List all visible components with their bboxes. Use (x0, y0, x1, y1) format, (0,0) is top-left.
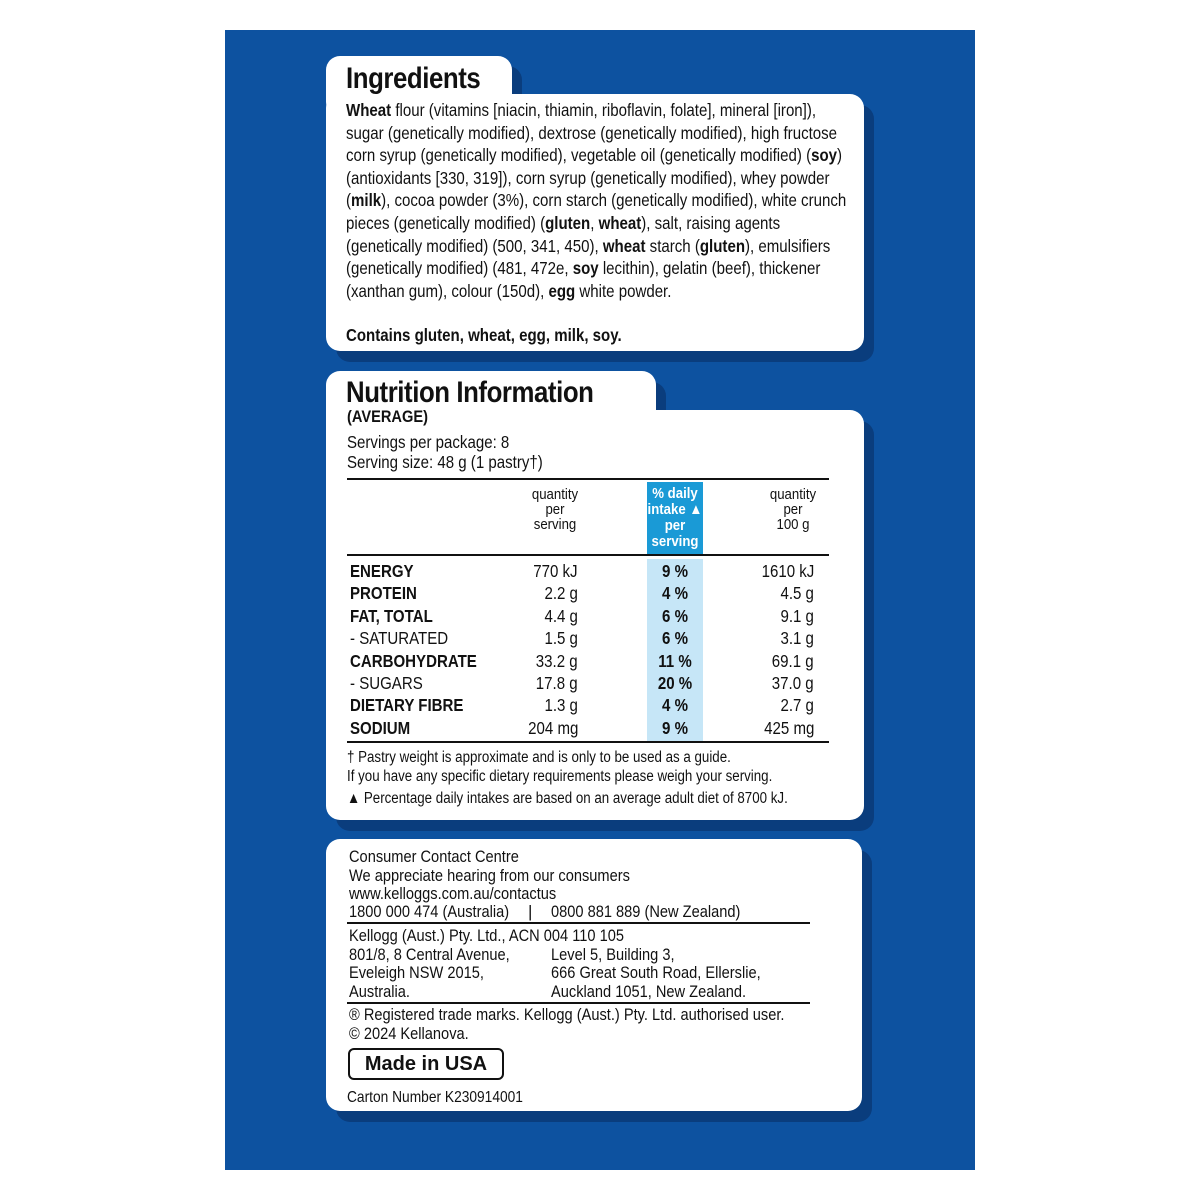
ingredient-allergen: wheat (598, 212, 642, 233)
ingredient-allergen: soy (811, 145, 838, 166)
nutrition-row (350, 673, 830, 695)
address-nz-line-3: Auckland 1051, New Zealand. (551, 982, 747, 1001)
daily-intake-value: 11 % (658, 650, 692, 671)
header-line: quantity (769, 486, 817, 503)
ingredient-allergen: milk (351, 190, 382, 211)
ingredient-text: starch ( (645, 235, 700, 256)
per-serving-value: 33.2 g (536, 650, 578, 671)
nutrient-label: PROTEIN (350, 583, 417, 604)
address-au-line-3: Australia. (349, 982, 410, 1001)
ingredient-allergen: gluten (699, 235, 746, 256)
header-line: serving (533, 516, 577, 533)
daily-intake-value: 6 % (662, 605, 688, 626)
footnote-pastry: † Pastry weight is approximate and is only to be used as a guide. (347, 749, 731, 766)
daily-intake-value: 9 % (662, 561, 688, 581)
nutrition-subtitle: (AVERAGE) (347, 407, 428, 426)
table-bottom-rule (347, 741, 829, 743)
nutrition-row (350, 718, 830, 740)
ingredients-line (346, 257, 862, 280)
contact-rule-2 (347, 1002, 810, 1004)
ingredient-text: , (590, 212, 599, 233)
per-100g-value: 1610 kJ (761, 561, 814, 581)
ingredient-text: white powder. (575, 280, 672, 301)
daily-intake-value: 4 % (662, 583, 688, 604)
nutrition-row (350, 695, 830, 717)
phone-separator: | (528, 902, 533, 921)
nutrition-row (350, 628, 830, 650)
address-au-line-2: Eveleigh NSW 2015, (349, 963, 484, 982)
daily-intake-value: 6 % (662, 628, 688, 649)
per-serving-value: 204 mg (527, 717, 578, 738)
table-header-rule (347, 554, 829, 556)
made-in-label: Made in USA (364, 1053, 488, 1075)
phone-australia: 1800 000 474 (Australia) (349, 902, 510, 921)
servings-per-package: Servings per package: 8 (347, 432, 510, 452)
per-serving-value: 17.8 g (536, 673, 578, 693)
ingredient-allergen: gluten (545, 212, 591, 233)
nutrition-row (350, 561, 830, 583)
nutrient-label: SODIUM (350, 717, 411, 738)
nutrition-title: Nutrition Information (346, 376, 594, 409)
ingredient-allergen: Wheat (346, 100, 392, 120)
ingredients-line (346, 99, 862, 122)
address-nz-line-1: Level 5, Building 3, (551, 945, 675, 964)
daily-intake-value: 9 % (662, 717, 688, 738)
ingredients-text (346, 99, 862, 302)
nutrient-label: - SATURATED (350, 628, 449, 649)
per-100g-value: 69.1 g (772, 650, 814, 671)
daily-intake-value: 4 % (662, 695, 688, 716)
per-100g-value: 2.7 g (780, 695, 814, 716)
per-serving-value: 2.2 g (544, 583, 578, 604)
per-serving-header (520, 487, 590, 532)
nutrient-label: DIETARY FIBRE (350, 695, 464, 716)
ingredient-text: lecithin), gelatin (beef), thickener (598, 258, 821, 279)
ingredient-text: sugar (genetically modified), dextrose (genetically modified), high fructose (346, 122, 838, 143)
header-line: per (664, 517, 686, 534)
nutrient-label: ENERGY (350, 561, 414, 581)
ingredient-text: (xanthan gum), colour (150d), (346, 280, 549, 301)
allergen-statement: Contains gluten, wheat, egg, milk, soy. (346, 325, 622, 345)
ingredient-text: (antioxidants [330, 319]), corn syrup (genetically modified), whey powder (346, 167, 830, 188)
per-100g-header (758, 487, 828, 532)
contact-centre-title: Consumer Contact Centre (349, 847, 519, 866)
per-100g-value: 425 mg (763, 717, 814, 738)
ingredients-line (346, 144, 862, 167)
nutrient-label: CARBOHYDRATE (350, 650, 477, 671)
daily-intake-value: 20 % (657, 673, 693, 693)
header-line: per (545, 501, 565, 518)
header-line: intake ▲ (647, 501, 703, 518)
nutrition-row (350, 651, 830, 673)
per-100g-value: 4.5 g (780, 583, 814, 604)
ingredient-text: flour (vitamins [niacin, thiamin, riboflavin, folate], mineral [iron]), (391, 100, 817, 120)
company-name: Kellogg (Aust.) Pty. Ltd., ACN 004 110 105 (349, 926, 624, 945)
per-100g-value: 3.1 g (780, 628, 814, 649)
ingredient-text: ( (346, 190, 352, 211)
address-nz-line-2: 666 Great South Road, Ellerslie, (551, 963, 761, 982)
trademark-notice: ® Registered trade marks. Kellogg (Aust.) Pty. Ltd. authorised user. (349, 1005, 785, 1024)
per-serving-value: 1.5 g (544, 628, 578, 649)
made-in-badge (348, 1048, 504, 1080)
header-line: per (783, 501, 803, 518)
ingredient-allergen: egg (548, 280, 576, 301)
ingredients-title: Ingredients (346, 62, 481, 95)
serving-size: Serving size: 48 g (1 pastry†) (347, 452, 543, 472)
ingredient-text: pieces (genetically modified) ( (346, 212, 546, 233)
address-au-line-1: 801/8, 8 Central Avenue, (349, 945, 510, 964)
ingredient-allergen: wheat (602, 235, 646, 256)
contact-url: www.kelloggs.com.au/contactus (349, 884, 557, 903)
nutrition-row (350, 583, 830, 605)
nutrient-label: - SUGARS (350, 673, 423, 693)
ingredient-allergen: soy (572, 258, 599, 279)
ingredient-text: ), salt, raising agents (641, 212, 781, 233)
per-serving-value: 1.3 g (544, 695, 578, 716)
per-serving-value: 4.4 g (544, 605, 578, 626)
table-top-rule (347, 478, 829, 480)
nutrient-label: FAT, TOTAL (350, 605, 433, 626)
header-line: 100 g (776, 516, 810, 533)
copyright-notice: © 2024 Kellanova. (349, 1024, 469, 1043)
footnote-daily-intake: ▲ Percentage daily intakes are based on an average adult diet of 8700 kJ. (347, 790, 788, 807)
daily-intake-header (645, 486, 705, 550)
per-100g-value: 37.0 g (772, 673, 814, 693)
ingredients-line (346, 122, 862, 145)
contact-appreciation: We appreciate hearing from our consumers (349, 866, 630, 885)
ingredient-text: corn syrup (genetically modified), vegetable oil (genetically modified) ( (346, 145, 812, 166)
ingredient-text: ) (837, 145, 843, 166)
header-line: % daily (652, 485, 698, 502)
phone-new-zealand: 0800 881 889 (New Zealand) (551, 902, 741, 921)
ingredients-line (346, 235, 862, 258)
ingredient-text: (genetically modified) (481, 472e, (346, 258, 573, 279)
footnote-dietary: If you have any specific dietary requirements please weigh your serving. (347, 768, 773, 785)
nutrition-row (350, 606, 830, 628)
header-line: serving (651, 533, 699, 550)
ingredients-line (346, 167, 862, 190)
per-100g-value: 9.1 g (780, 605, 814, 626)
contact-rule-1 (347, 922, 810, 924)
ingredient-text: ), emulsifiers (745, 235, 831, 256)
ingredient-text: ), cocoa powder (3%), corn starch (genetically modified), white crunch (381, 190, 847, 211)
ingredient-text: (genetically modified) (500, 341, 450), (346, 235, 603, 256)
ingredients-line (346, 212, 862, 235)
ingredients-line (346, 280, 862, 303)
ingredients-line (346, 189, 862, 212)
header-line: quantity (531, 486, 579, 503)
carton-number: Carton Number K230914001 (347, 1089, 523, 1106)
per-serving-value: 770 kJ (533, 561, 578, 581)
